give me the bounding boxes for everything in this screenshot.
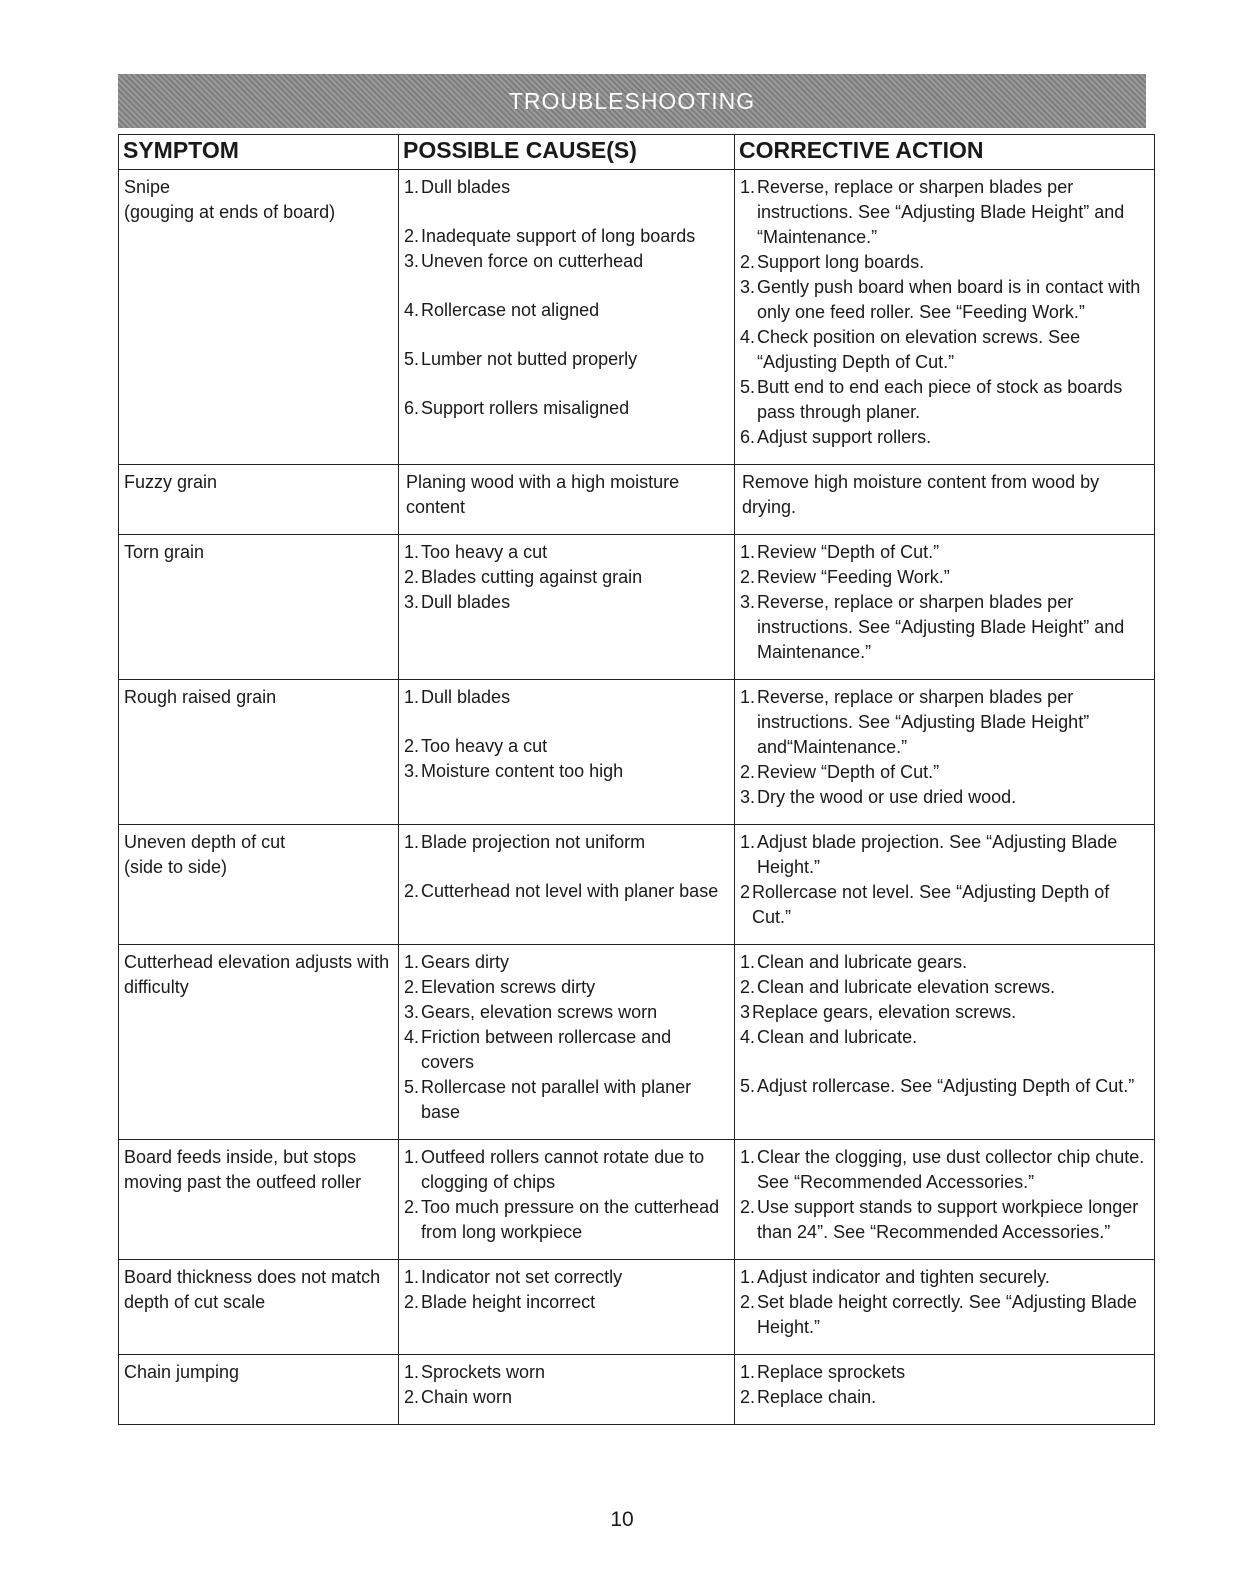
action-item-number: 5. <box>740 1076 756 1096</box>
cause-item-text: Rollercase not aligned <box>421 300 600 320</box>
action-item <box>740 275 1149 325</box>
header-corrective-action: CORRECTIVE ACTION <box>735 135 1155 170</box>
cause-item <box>404 1145 729 1195</box>
cause-item-number: 1. <box>404 177 420 197</box>
cause-item-text: Inadequate support of long boards <box>421 226 696 246</box>
cause-item-text: Elevation screws dirty <box>421 977 596 997</box>
table-row <box>119 465 1155 535</box>
troubleshooting-table <box>118 134 1155 1425</box>
action-item <box>740 1074 1149 1099</box>
cause-item-number: 2. <box>404 1197 420 1217</box>
symptom-cell <box>119 1355 399 1425</box>
cause-item-text: Dull blades <box>421 177 511 197</box>
action-item-number: 2. <box>740 1197 756 1217</box>
cause-item-number: 1. <box>404 687 420 707</box>
table-row <box>119 1355 1155 1425</box>
action-cell <box>735 535 1155 680</box>
table-row <box>119 1260 1155 1355</box>
cause-item-text: Blade projection not uniform <box>421 832 646 852</box>
action-item <box>740 880 1149 930</box>
action-item <box>740 785 1149 810</box>
cause-item-number: 1. <box>404 832 420 852</box>
action-item <box>740 1360 1149 1385</box>
cause-item-text: Uneven force on cutterhead <box>421 251 644 271</box>
cause-item-number: 2. <box>404 977 420 997</box>
cause-cell <box>399 535 735 680</box>
cause-item-number: 1. <box>404 542 420 562</box>
action-item-text: Reverse, replace or sharpen blades per instructions. See “Adjusting Blade Height” and“Maintenance.” <box>757 687 1090 757</box>
action-item-number: 3. <box>740 787 756 807</box>
action-item-number: 2. <box>740 977 756 997</box>
cause-item-text: Rollercase not parallel with planer base <box>421 1077 692 1122</box>
cause-item <box>404 830 729 855</box>
action-item-text: Remove high moisture content from wood by drying. <box>742 472 1100 517</box>
action-cell <box>735 1355 1155 1425</box>
action-item-number: 4. <box>740 1027 756 1047</box>
cause-item-number: 1. <box>404 952 420 972</box>
cause-item <box>404 249 729 274</box>
action-item <box>740 1145 1149 1195</box>
cause-item <box>404 590 729 615</box>
cause-item-number: 3. <box>404 592 420 612</box>
symptom-text: Cutterhead elevation adjusts with difficulty <box>124 952 390 997</box>
symptom-cell <box>119 825 399 945</box>
cause-item-text: Cutterhead not level with planer base <box>421 881 719 901</box>
cause-cell <box>399 1140 735 1260</box>
action-item-number: 1. <box>740 1267 756 1287</box>
cause-cell <box>399 1355 735 1425</box>
action-item <box>740 375 1149 425</box>
cause-item <box>404 1360 729 1385</box>
action-item <box>740 685 1149 760</box>
cause-item-number: 5. <box>404 1077 420 1097</box>
action-item-text: Review “Depth of Cut.” <box>757 542 940 562</box>
symptom-text: Rough raised grain <box>124 687 277 707</box>
cause-item-text: Gears, elevation screws worn <box>421 1002 658 1022</box>
action-cell <box>735 1260 1155 1355</box>
cause-item <box>404 1025 729 1075</box>
action-item-text: Clean and lubricate. <box>757 1027 918 1047</box>
cause-item-text: Outfeed rollers cannot rotate due to clogging of chips <box>421 1147 705 1192</box>
action-item-text: Clear the clogging, use dust collector chip chute. See “Recommended Accessories.” <box>757 1147 1145 1192</box>
cause-item-text: Support rollers misaligned <box>421 398 630 418</box>
cause-item <box>404 759 729 784</box>
action-item-text: Gently push board when board is in contact with only one feed roller. See “Feeding Work.” <box>757 277 1141 322</box>
cause-item <box>404 734 729 759</box>
cause-item-text: Dull blades <box>421 687 511 707</box>
cause-cell <box>399 170 735 465</box>
action-item-text: Butt end to end each piece of stock as boards pass through planer. <box>757 377 1123 422</box>
cause-cell <box>399 680 735 825</box>
action-item-number: 2. <box>740 567 756 587</box>
symptom-cell <box>119 1140 399 1260</box>
cause-item-number: 5. <box>404 349 420 369</box>
cause-item-number: 2. <box>404 226 420 246</box>
cause-item-text: Moisture content too high <box>421 761 624 781</box>
action-item-text: Review “Feeding Work.” <box>757 567 950 587</box>
cause-cell <box>399 945 735 1140</box>
cause-item-number: 2. <box>404 1387 420 1407</box>
action-item <box>740 1195 1149 1245</box>
troubleshooting-banner <box>118 74 1146 128</box>
action-item <box>740 1000 1149 1025</box>
symptom-cell <box>119 680 399 825</box>
cause-item <box>404 224 729 249</box>
action-item <box>740 325 1149 375</box>
table-row <box>119 170 1155 465</box>
cause-item-number: 1. <box>404 1267 420 1287</box>
action-item-number: 2 <box>740 882 751 902</box>
symptom-cell <box>119 945 399 1140</box>
cause-item-number: 3. <box>404 761 420 781</box>
action-cell <box>735 465 1155 535</box>
table-row <box>119 535 1155 680</box>
action-item-text: Adjust support rollers. <box>757 427 932 447</box>
action-cell <box>735 825 1155 945</box>
symptom-text: Snipe (gouging at ends of board) <box>124 177 336 222</box>
table-row <box>119 680 1155 825</box>
cause-item-number: 6. <box>404 398 420 418</box>
table-row <box>119 825 1155 945</box>
symptom-cell <box>119 170 399 465</box>
cause-item <box>404 1385 729 1410</box>
action-item <box>740 250 1149 275</box>
cause-item-text: Dull blades <box>421 592 511 612</box>
table-row <box>119 1140 1155 1260</box>
cause-cell <box>399 465 735 535</box>
action-item-number: 1. <box>740 687 756 707</box>
action-item-number: 6. <box>740 427 756 447</box>
symptom-cell <box>119 1260 399 1355</box>
cause-item <box>404 685 729 710</box>
cause-item-text: Chain worn <box>421 1387 513 1407</box>
action-item-number: 1. <box>740 1362 756 1382</box>
cause-item <box>404 1265 729 1290</box>
cause-item-text: Indicator not set correctly <box>421 1267 623 1287</box>
action-item <box>740 760 1149 785</box>
action-item-text: Set blade height correctly. See “Adjusting Blade Height.” <box>757 1292 1137 1337</box>
action-item <box>740 565 1149 590</box>
table-row <box>119 945 1155 1140</box>
cause-item <box>404 540 729 565</box>
cause-cell <box>399 1260 735 1355</box>
symptom-text: Board feeds inside, but stops moving past the outfeed roller <box>124 1147 362 1192</box>
action-item <box>740 830 1149 880</box>
cause-item-number: 2. <box>404 1292 420 1312</box>
action-item-number: 2. <box>740 252 756 272</box>
cause-item-number: 1. <box>404 1147 420 1167</box>
symptom-cell <box>119 465 399 535</box>
action-item-number: 3. <box>740 592 756 612</box>
action-cell <box>735 945 1155 1140</box>
action-item-text: Clean and lubricate elevation screws. <box>757 977 1056 997</box>
action-item-number: 1. <box>740 177 756 197</box>
page-number: 10 <box>610 1508 634 1531</box>
cause-item-text: Too heavy a cut <box>421 542 548 562</box>
action-cell <box>735 170 1155 465</box>
action-item <box>740 425 1149 450</box>
cause-item <box>404 975 729 1000</box>
action-item-number: 4. <box>740 327 756 347</box>
cause-item <box>404 1290 729 1315</box>
action-item-number: 3. <box>740 277 756 297</box>
cause-item <box>404 396 729 421</box>
action-item <box>740 1385 1149 1410</box>
cause-item <box>404 298 729 323</box>
symptom-text: Fuzzy grain <box>124 472 218 492</box>
cause-item <box>404 1000 729 1025</box>
action-item-text: Reverse, replace or sharpen blades per instructions. See “Adjusting Blade Height” and Maintenance.” <box>757 592 1125 662</box>
action-cell <box>735 680 1155 825</box>
cause-item <box>404 1195 729 1245</box>
cause-item-text: Too much pressure on the cutterhead from long workpiece <box>421 1197 720 1242</box>
cause-cell <box>399 825 735 945</box>
action-item <box>740 1265 1149 1290</box>
action-item-text: Reverse, replace or sharpen blades per instructions. See “Adjusting Blade Height” and “Maintenance.” <box>757 177 1125 247</box>
action-item <box>740 540 1149 565</box>
table-body <box>119 170 1155 1425</box>
action-item <box>740 175 1149 250</box>
cause-item-number: 3. <box>404 1002 420 1022</box>
action-item-text: Rollercase not level. See “Adjusting Depth of Cut.” <box>752 882 1110 927</box>
action-item-text: Review “Depth of Cut.” <box>757 762 940 782</box>
cause-item-number: 2. <box>404 567 420 587</box>
cause-item-text: Too heavy a cut <box>421 736 548 756</box>
action-item-text: Check position on elevation screws. See “Adjusting Depth of Cut.” <box>757 327 1081 372</box>
cause-item-text: Blades cutting against grain <box>421 567 643 587</box>
cause-item-number: 4. <box>404 1027 420 1047</box>
cause-item-text: Planing wood with a high moisture content <box>406 472 680 517</box>
action-item-number: 2. <box>740 1387 756 1407</box>
action-cell <box>735 1140 1155 1260</box>
cause-item <box>404 950 729 975</box>
cause-item-number: 2. <box>404 736 420 756</box>
action-item <box>740 590 1149 665</box>
action-item-text: Adjust blade projection. See “Adjusting Blade Height.” <box>757 832 1118 877</box>
action-item-text: Adjust rollercase. See “Adjusting Depth of Cut.” <box>757 1076 1135 1096</box>
symptom-text: Chain jumping <box>124 1362 240 1382</box>
action-item-text: Adjust indicator and tighten securely. <box>757 1267 1050 1287</box>
action-item <box>740 1290 1149 1340</box>
symptom-cell <box>119 535 399 680</box>
cause-item <box>404 565 729 590</box>
cause-item-number: 2. <box>404 881 420 901</box>
action-item-number: 1. <box>740 832 756 852</box>
cause-item <box>404 879 729 904</box>
action-item-number: 2. <box>740 762 756 782</box>
cause-item-number: 1. <box>404 1362 420 1382</box>
cause-item-text: Gears dirty <box>421 952 510 972</box>
cause-item-text: Lumber not butted properly <box>421 349 638 369</box>
cause-item <box>404 347 729 372</box>
action-item <box>740 975 1149 1000</box>
action-item-number: 1. <box>740 542 756 562</box>
cause-item-text: Blade height incorrect <box>421 1292 596 1312</box>
action-item-text: Clean and lubricate gears. <box>757 952 968 972</box>
action-item <box>740 950 1149 975</box>
cause-item-text: Sprockets worn <box>421 1362 546 1382</box>
cause-item-number: 3. <box>404 251 420 271</box>
action-item-text: Use support stands to support workpiece longer than 24”. See “Recommended Accessories.” <box>757 1197 1139 1242</box>
cause-item <box>404 175 729 200</box>
cause-item-number: 4. <box>404 300 420 320</box>
symptom-text: Board thickness does not match depth of cut scale <box>124 1267 381 1312</box>
header-possible-causes: POSSIBLE CAUSE(S) <box>399 135 735 170</box>
symptom-text: Torn grain <box>124 542 205 562</box>
action-item-number: 3 <box>740 1002 751 1022</box>
action-item-number: 2. <box>740 1292 756 1312</box>
symptom-text: Uneven depth of cut (side to side) <box>124 832 286 877</box>
banner-title: TROUBLESHOOTING <box>508 87 756 114</box>
action-item-number: 5. <box>740 377 756 397</box>
action-item <box>740 470 1149 520</box>
cause-item <box>404 470 729 520</box>
action-item-text: Replace sprockets <box>757 1362 906 1382</box>
action-item-number: 1. <box>740 952 756 972</box>
header-row <box>119 135 1155 170</box>
action-item-text: Dry the wood or use dried wood. <box>757 787 1017 807</box>
header-symptom: SYMPTOM <box>119 135 399 170</box>
action-item-number: 1. <box>740 1147 756 1167</box>
action-item-text: Support long boards. <box>757 252 925 272</box>
cause-item <box>404 1075 729 1125</box>
action-item-text: Replace gears, elevation screws. <box>752 1002 1017 1022</box>
cause-item-text: Friction between rollercase and covers <box>421 1027 672 1072</box>
action-item-text: Replace chain. <box>757 1387 877 1407</box>
action-item <box>740 1025 1149 1050</box>
